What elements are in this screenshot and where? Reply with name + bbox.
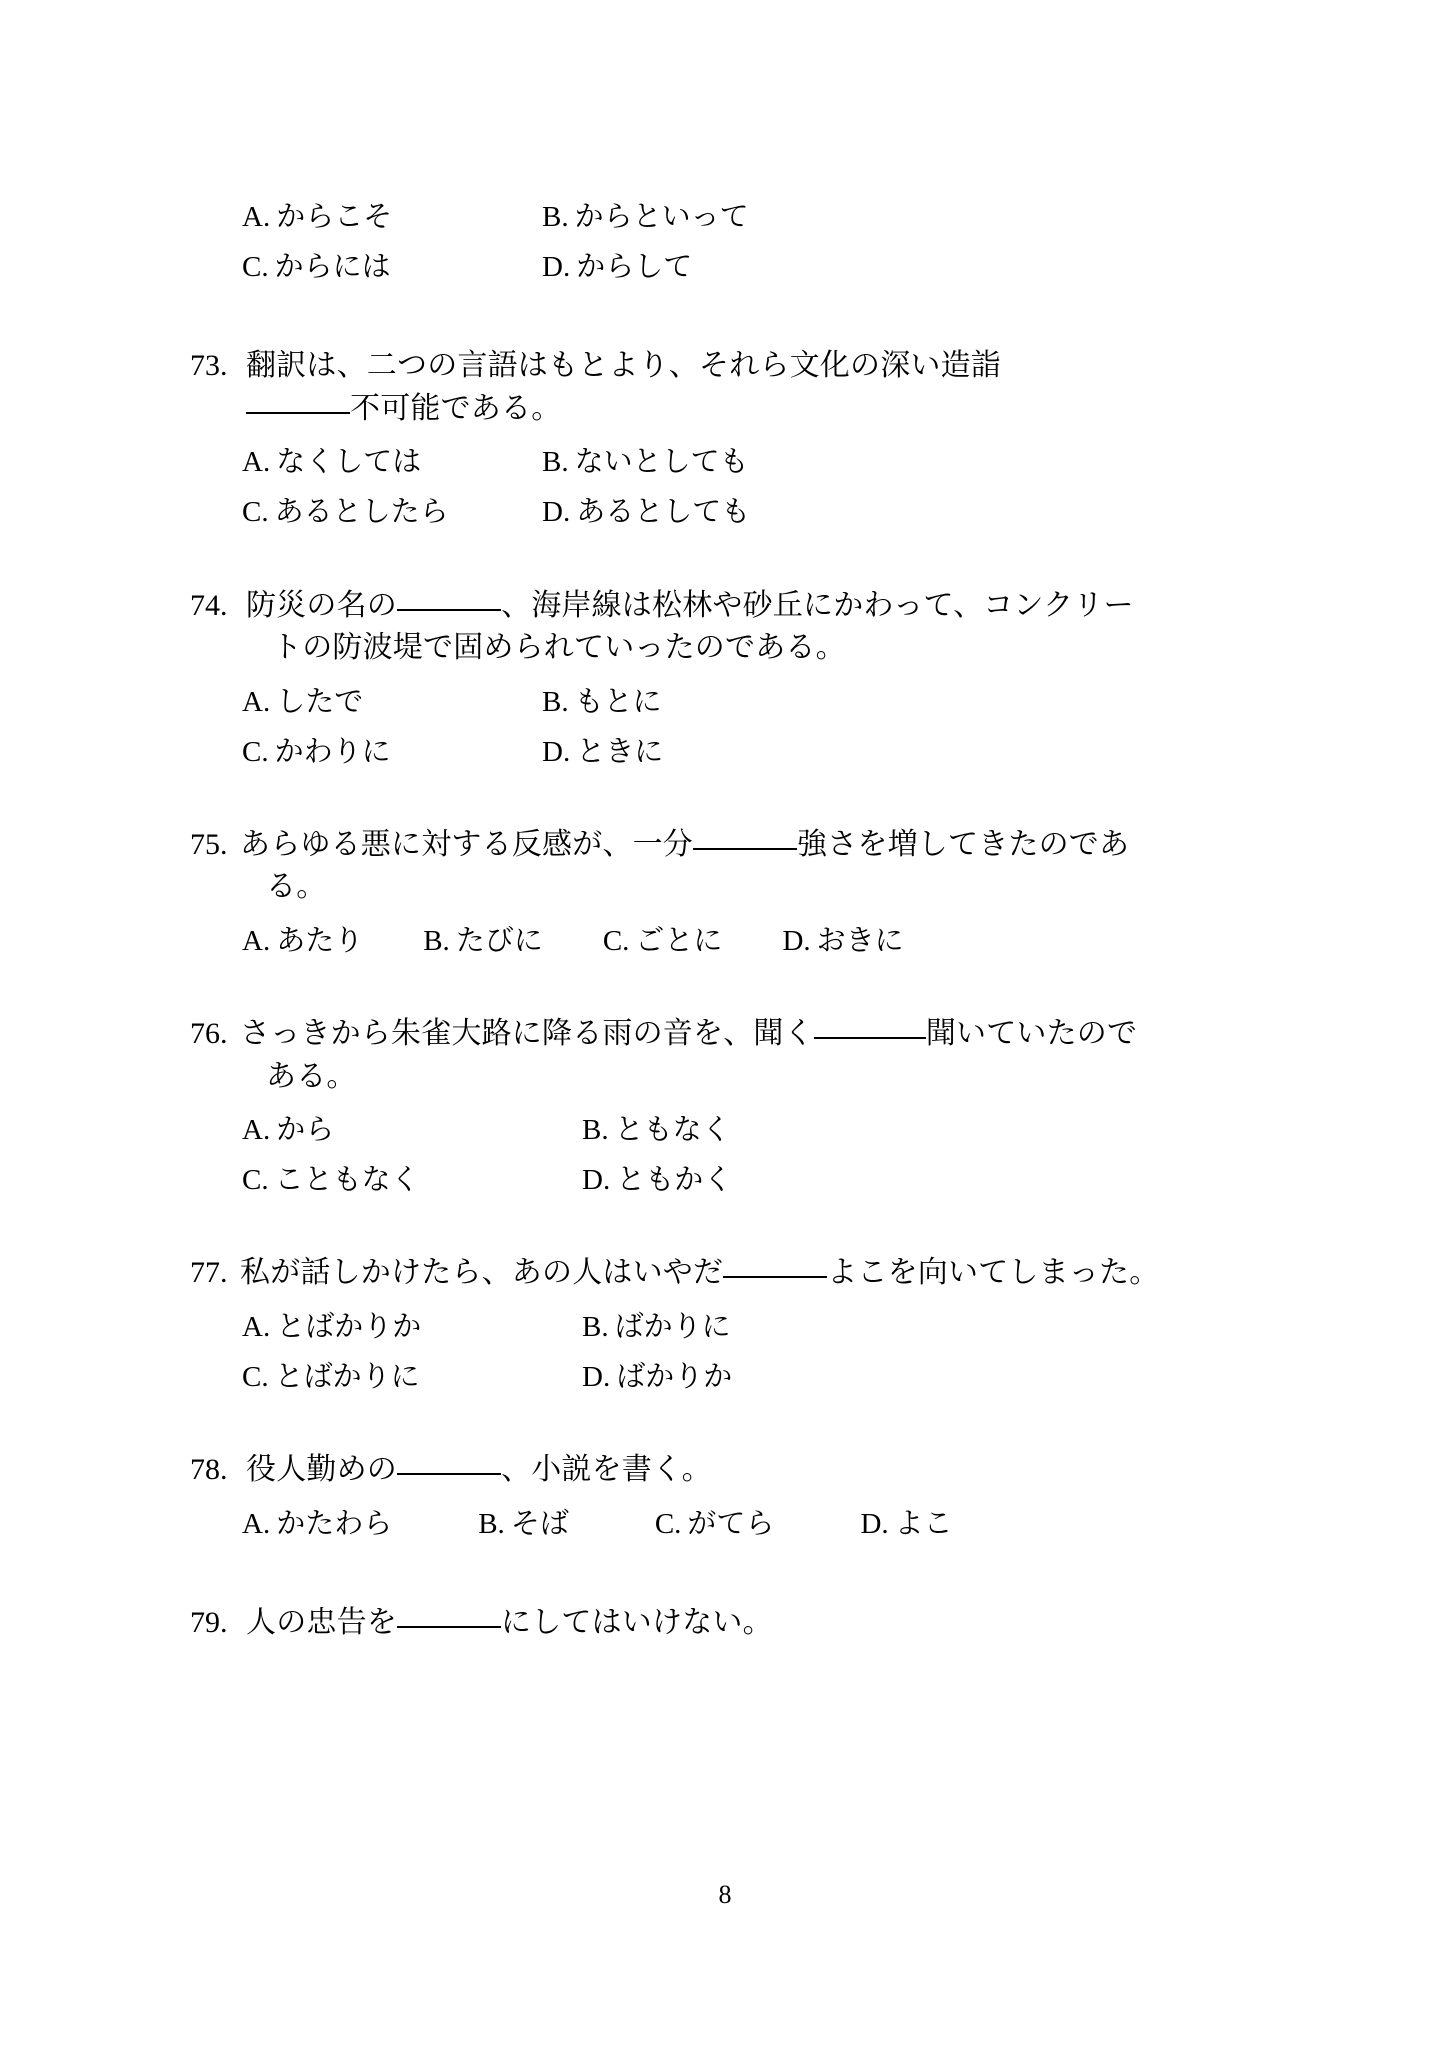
- choice-group-78: [190, 1502, 1280, 1546]
- choice-text-b: からといって: [574, 201, 749, 233]
- question-number-73: 73.: [190, 349, 228, 383]
- question-stem-73: [190, 345, 1280, 430]
- choice-option-c[interactable]: [242, 245, 542, 289]
- choice-text-d: からして: [576, 251, 693, 284]
- choice-text-c: とばかりに: [274, 1361, 420, 1394]
- choice-text-a: とばかりか: [276, 1311, 422, 1344]
- question-block-73: [190, 345, 1280, 534]
- choice-group-73: [190, 440, 1280, 534]
- choice-label-b: B.: [478, 1507, 505, 1540]
- choice-option-d[interactable]: [542, 730, 1280, 774]
- choice-text-a: から: [276, 1114, 335, 1147]
- choice-text-a: したで: [276, 685, 364, 718]
- question-text-79: [246, 1602, 1280, 1645]
- question-number-76: 76.: [190, 1017, 228, 1051]
- choice-label-d: D.: [782, 925, 811, 958]
- choice-text-c: こともなく: [274, 1164, 420, 1197]
- question-text-76: [240, 1013, 1280, 1098]
- stem-line-3: トの防波堤で固められていったのである。: [272, 631, 846, 665]
- choice-option-b[interactable]: [423, 919, 543, 963]
- question-stem-75: [190, 824, 1280, 909]
- choice-label-d: D.: [582, 1164, 611, 1197]
- choice-label-b: B.: [542, 446, 569, 479]
- choice-label-c: C.: [242, 735, 269, 768]
- stem-line-1: 役人勤めの: [246, 1453, 397, 1487]
- choice-option-a[interactable]: [242, 680, 542, 724]
- choice-group-77: [190, 1305, 1280, 1399]
- choice-option-a[interactable]: [242, 1502, 392, 1546]
- choice-option-c[interactable]: [242, 1158, 582, 1202]
- choice-text-b: ないとしても: [574, 446, 749, 479]
- answer-blank[interactable]: [397, 589, 501, 611]
- choice-option-c[interactable]: [603, 919, 723, 963]
- choice-option-c[interactable]: [655, 1502, 775, 1546]
- choice-label-c: C.: [654, 1507, 682, 1540]
- choice-option-c[interactable]: [242, 730, 542, 774]
- question-stem-77: [190, 1252, 1280, 1295]
- question-text-75: [240, 824, 1280, 909]
- choice-label-d: D.: [860, 1507, 889, 1540]
- question-stem-76: [190, 1013, 1280, 1098]
- choice-text-a: からこそ: [276, 201, 393, 233]
- question-block-carryover: [190, 195, 1280, 289]
- question-block-75: [190, 824, 1280, 963]
- choice-label-d: D.: [582, 1361, 611, 1394]
- choice-option-a[interactable]: [242, 195, 542, 239]
- choice-option-b[interactable]: [542, 195, 1280, 239]
- question-block-76: [190, 1013, 1280, 1202]
- choice-option-a[interactable]: [242, 1108, 582, 1152]
- choice-label-a: A.: [242, 925, 271, 958]
- choice-label-a: A.: [242, 1507, 271, 1540]
- choice-text-c: からには: [274, 251, 391, 284]
- page-number: 8: [718, 1880, 732, 1909]
- choice-option-d[interactable]: [582, 1158, 1280, 1202]
- choice-text-d: ばかりか: [616, 1361, 733, 1394]
- choice-text-b: もとに: [574, 685, 662, 718]
- question-number-78: 78.: [190, 1453, 228, 1487]
- choice-label-a: A.: [242, 1311, 271, 1344]
- choice-option-b[interactable]: [542, 440, 1280, 484]
- answer-blank[interactable]: [397, 1606, 501, 1628]
- choice-group: [190, 195, 1280, 289]
- stem-line-2: にしてはいけない。: [501, 1605, 773, 1639]
- question-list: [190, 185, 1280, 1688]
- question-block-78: [190, 1449, 1280, 1546]
- choice-option-d[interactable]: [542, 490, 1280, 534]
- stem-line-1: 翻訳は、二つの言語はもとより、それら文化の深い造詣: [246, 349, 1001, 383]
- stem-line-1: 人の忠告を: [246, 1605, 397, 1639]
- choice-option-d[interactable]: [860, 1502, 952, 1546]
- choice-option-b[interactable]: [542, 680, 1280, 724]
- answer-blank[interactable]: [693, 828, 797, 850]
- question-text-78: [246, 1449, 1280, 1492]
- choice-label-d: D.: [542, 496, 571, 529]
- choice-option-c[interactable]: [242, 1355, 582, 1399]
- question-number-77: 77.: [190, 1256, 228, 1290]
- question-block-77: [190, 1252, 1280, 1399]
- choice-group-75: [190, 919, 1280, 963]
- choice-option-d[interactable]: [782, 919, 903, 963]
- answer-blank[interactable]: [814, 1017, 926, 1039]
- choice-text-c: ごとに: [635, 925, 723, 958]
- choice-text-a: なくしては: [276, 446, 422, 479]
- choice-label-c: C.: [242, 1361, 269, 1394]
- stem-line-1: 防災の名の: [246, 588, 397, 622]
- choice-label-b: B.: [542, 685, 569, 718]
- choice-option-b[interactable]: [582, 1108, 1280, 1152]
- choice-label-b: B.: [423, 925, 450, 958]
- choice-label-c: C.: [242, 1164, 269, 1197]
- choice-text-d: ときに: [576, 735, 664, 768]
- choice-option-a[interactable]: [242, 1305, 582, 1349]
- choice-label-c: C.: [242, 251, 269, 284]
- choice-option-c[interactable]: [242, 490, 542, 534]
- stem-line-3: る。: [266, 870, 327, 904]
- choice-label-b: B.: [582, 1311, 609, 1344]
- stem-line-3: ある。: [266, 1059, 357, 1093]
- choice-label-c: C.: [242, 496, 269, 529]
- choice-label-a: A.: [242, 201, 271, 233]
- choice-label-d: D.: [542, 251, 571, 284]
- choice-option-b[interactable]: [582, 1305, 1280, 1349]
- choice-label-a: A.: [242, 446, 271, 479]
- choice-label-b: B.: [582, 1114, 609, 1147]
- choice-option-a[interactable]: [242, 919, 363, 963]
- stem-line-1: あらゆる悪に対する反感が、一分: [240, 827, 693, 861]
- stem-line-1: さっきから朱雀大路に降る雨の音を、聞く: [240, 1017, 814, 1051]
- question-stem-74: [190, 585, 1280, 670]
- choice-text-b: そば: [510, 1507, 569, 1540]
- answer-blank[interactable]: [723, 1256, 827, 1278]
- choice-text-a: かたわら: [276, 1507, 393, 1540]
- question-text-77: [240, 1252, 1280, 1295]
- choice-label-b: B.: [542, 201, 569, 233]
- question-text-73: [246, 345, 1280, 430]
- question-number-75: 75.: [190, 827, 228, 861]
- choice-group-74: [190, 680, 1280, 774]
- stem-line-2: よこを向いてしまった。: [827, 1256, 1160, 1290]
- choice-label-a: A.: [242, 1114, 271, 1147]
- question-stem-79: [190, 1602, 1280, 1645]
- choice-text-d: よこ: [894, 1507, 953, 1540]
- choice-text-c: あるとしたら: [274, 496, 449, 529]
- stem-line-2: 不可能である。: [350, 391, 562, 425]
- question-text-74: [246, 585, 1280, 670]
- stem-line-2: 聞いていたので: [925, 1017, 1138, 1051]
- choice-text-b: ともなく: [614, 1114, 731, 1147]
- answer-blank[interactable]: [397, 1453, 501, 1475]
- choice-text-c: かわりに: [274, 735, 391, 768]
- question-stem-78: [190, 1449, 1280, 1492]
- answer-blank[interactable]: [246, 392, 350, 414]
- question-block-79: [190, 1602, 1280, 1645]
- choice-text-c: がてら: [687, 1507, 775, 1540]
- choice-text-a: あたり: [276, 925, 364, 958]
- choice-option-d[interactable]: [582, 1355, 1280, 1399]
- choice-text-d: あるとしても: [576, 496, 751, 529]
- choice-option-a[interactable]: [242, 440, 542, 484]
- choice-option-d[interactable]: [542, 245, 1280, 289]
- choice-label-d: D.: [542, 735, 571, 768]
- choice-text-d: ともかく: [616, 1164, 733, 1197]
- choice-text-b: ばかりに: [614, 1311, 731, 1344]
- stem-line-2: 、小説を書く。: [501, 1453, 712, 1487]
- choice-label-a: A.: [242, 685, 271, 718]
- stem-line-2: 強さを増してきたのであ: [797, 827, 1130, 861]
- choice-label-c: C.: [602, 925, 630, 958]
- question-block-74: [190, 585, 1280, 774]
- choice-text-d: おきに: [816, 925, 904, 958]
- choice-text-b: たびに: [455, 925, 543, 958]
- choice-option-b[interactable]: [478, 1502, 569, 1546]
- question-number-74: 74.: [190, 588, 228, 622]
- choice-group-76: [190, 1108, 1280, 1202]
- stem-line-1: 私が話しかけたら、あの人はいやだ: [240, 1256, 724, 1290]
- question-number-79: 79.: [190, 1605, 228, 1639]
- stem-line-2: 、海岸線は松林や砂丘にかわって、コンクリー: [501, 588, 1134, 622]
